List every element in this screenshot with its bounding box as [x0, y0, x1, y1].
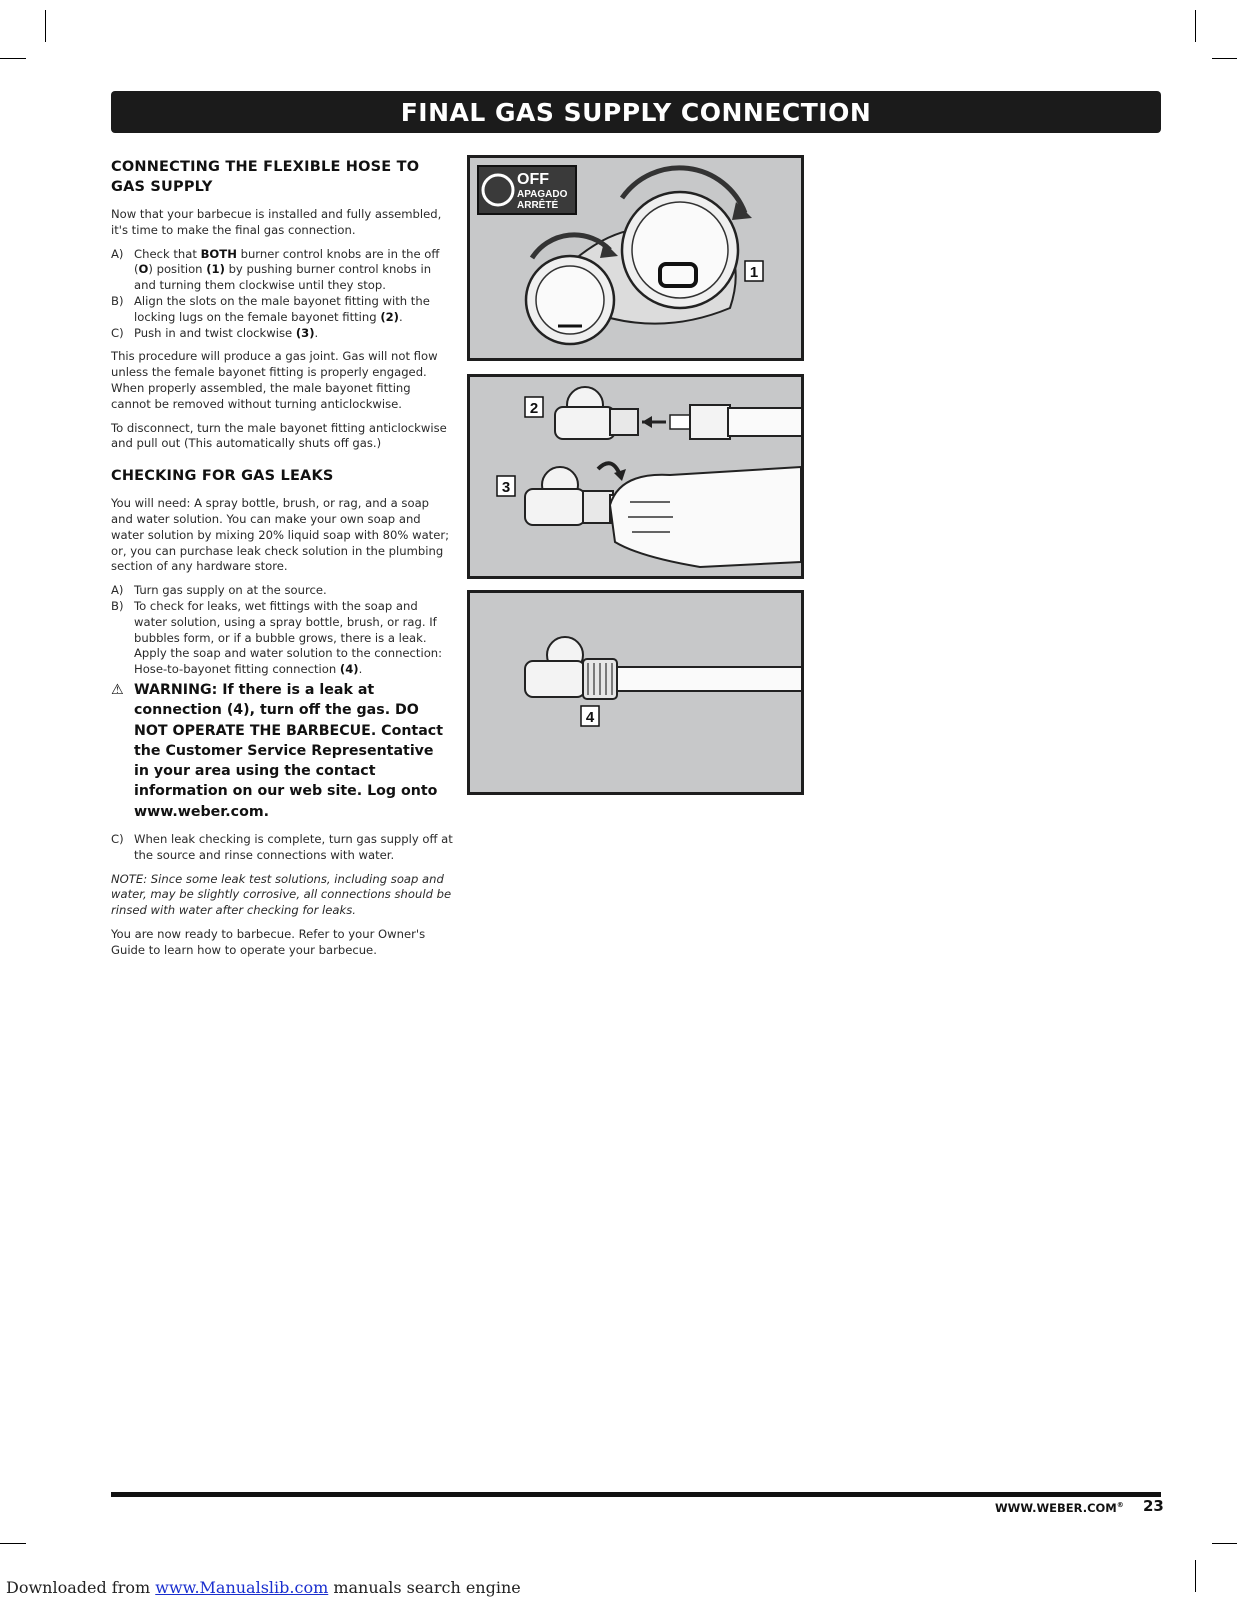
text-column: [111, 154, 453, 967]
footer-rule: [111, 1492, 1161, 1497]
warning-icon: ⚠: [111, 681, 124, 698]
crop-mark: [1212, 1543, 1237, 1544]
crop-mark: [45, 10, 46, 42]
section-heading-leaks: CHECKING FOR GAS LEAKS: [111, 468, 334, 485]
figure-knobs: [467, 155, 804, 361]
crop-mark: [0, 58, 26, 59]
list-item: [111, 832, 453, 864]
bayonet-illustration: [470, 377, 801, 576]
crop-mark: [1212, 58, 1237, 59]
connection-illustration: [470, 593, 801, 792]
off-label-fr: ARRÊTÉ: [517, 200, 559, 211]
page-number: 23: [1143, 1497, 1164, 1515]
step-text: When leak checking is complete, turn gas supply off at the source and rinse connections with water.: [134, 832, 453, 862]
footer-website: WWW.WEBER.COM®: [995, 1501, 1124, 1515]
knobs-illustration: [470, 158, 801, 358]
note: NOTE: Since some leak test solutions, including soap and water, may be slightly corrosive, all connections should be rinsed with water after checking for leaks.: [111, 871, 452, 918]
paragraph: To disconnect, turn the male bayonet fitting anticlockwise and pull out (This automatically shuts off gas.): [111, 420, 447, 451]
step-text: Push in and twist clockwise (3).: [134, 325, 319, 340]
step-letter: B): [111, 598, 124, 613]
callout-2: 2: [529, 400, 539, 417]
list-item: [111, 247, 453, 294]
off-label-es: APAGADO: [517, 189, 568, 200]
figure-connection: [467, 590, 804, 795]
step-text: Turn gas supply on at the source.: [134, 583, 327, 598]
off-label-en: OFF: [517, 171, 549, 188]
figure-bayonet: [467, 374, 804, 579]
leak-steps: [111, 583, 453, 678]
paragraph: You are now ready to barbecue. Refer to your Owner's Guide to learn how to operate your barbecue.: [111, 926, 426, 957]
section-heading-connecting: CONNECTING THE FLEXIBLE HOSE TO GAS SUPPLY: [111, 159, 420, 195]
step-letter: B): [111, 293, 124, 308]
step-text: Check that BOTH burner control knobs are in the off (O) position (1) by pushing burner control knobs in and turning them clockwise until they stop.: [134, 246, 440, 293]
step-letter: C): [111, 325, 124, 340]
crop-mark: [0, 1543, 26, 1544]
crop-mark: [1195, 10, 1196, 42]
list-item: [111, 294, 453, 326]
paragraph: This procedure will produce a gas joint. Gas will not flow unless the female bayonet fitting is properly engaged. When properly assembled, the male bayonet fitting cannot be removed without turning anticlockwise.: [111, 349, 438, 411]
callout-3: 3: [501, 479, 511, 496]
warning-text: WARNING: If there is a leak at connection (4), turn off the gas. DO NOT OPERATE THE BARBECUE. Contact the Customer Service Representative in your area using the contact information on our web site. Log onto www.weber.com.: [134, 681, 443, 820]
leak-steps-continued: [111, 832, 453, 864]
paragraph: You will need: A spray bottle, brush, or rag, and a soap and water solution. You can make your own soap and water solution by mixing 20% liquid soap with 80% water; or, you can purchase leak check solution in the plumbing section of any hardware store.: [111, 496, 450, 574]
manualslib-link[interactable]: www.Manualslib.com: [155, 1578, 329, 1597]
list-item: [111, 583, 453, 599]
page-title: FINAL GAS SUPPLY CONNECTION: [111, 91, 1161, 133]
step-text: To check for leaks, wet fittings with the soap and water solution, using a spray bottle, brush, or rag. If bubbles form, or if a bubble grows, there is a leak. Apply the soap and water solution to the connection: Hose-to-bayonet fitting connection (4).: [134, 598, 443, 677]
crop-mark: [1195, 1560, 1196, 1592]
callout-1: 1: [749, 264, 759, 281]
list-item: [111, 599, 453, 678]
watermark: Downloaded from www.Manualslib.com manuals search engine: [6, 1578, 521, 1597]
paragraph: Now that your barbecue is installed and fully assembled, it's time to make the final gas connection.: [111, 207, 442, 237]
warning-block: [111, 680, 453, 822]
callout-4: 4: [585, 709, 595, 726]
step-letter: C): [111, 832, 124, 846]
step-text: Align the slots on the male bayonet fitting with the locking lugs on the female bayonet fitting (2).: [134, 293, 430, 324]
connection-steps: [111, 247, 453, 342]
step-letter: A): [111, 583, 124, 598]
step-letter: A): [111, 246, 124, 261]
list-item: [111, 326, 453, 342]
